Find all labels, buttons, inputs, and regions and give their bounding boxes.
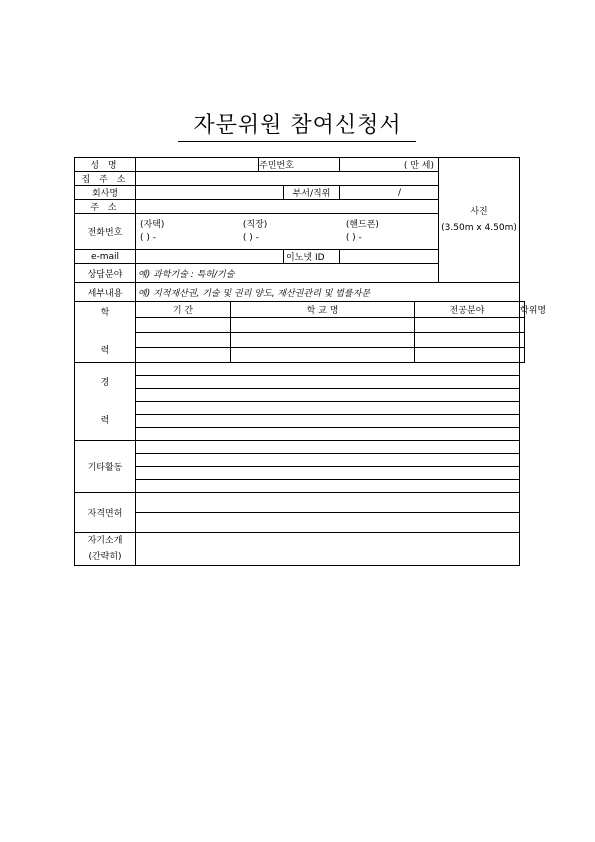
career-label	[75, 363, 136, 441]
edu-degree-cell[interactable]	[520, 318, 525, 333]
license-line[interactable]	[136, 513, 520, 533]
edu-school-cell[interactable]	[231, 333, 415, 348]
edu-school-cell[interactable]	[231, 348, 415, 363]
edu-school-cell[interactable]	[231, 318, 415, 333]
phone-mobile-label: (핸드폰)	[345, 219, 379, 230]
other-activity-line[interactable]	[136, 454, 520, 467]
edu-major-cell[interactable]	[415, 318, 520, 333]
edu-period-header: 기 간	[136, 302, 231, 318]
phone-home-blank: ( ) -	[140, 232, 156, 243]
address-field[interactable]	[136, 200, 439, 214]
consult-field-label: 상담분야	[75, 264, 136, 283]
email-field[interactable]	[136, 250, 284, 264]
phone-label: 전화번호	[75, 214, 136, 250]
detail-label: 세부내용	[75, 283, 136, 302]
edu-period-cell[interactable]	[136, 333, 231, 348]
career-label-2: 력	[100, 415, 110, 426]
edu-period-cell[interactable]	[136, 318, 231, 333]
career-line[interactable]	[136, 415, 520, 428]
title-underline	[178, 141, 416, 142]
innonet-id-field[interactable]	[340, 250, 439, 264]
innonet-id-label: 이노넷 ID	[284, 250, 340, 264]
photo-label: 사진	[470, 207, 488, 217]
email-label: e-mail	[75, 250, 136, 264]
form-title: 자문위원 참여신청서	[193, 113, 402, 138]
self-intro-label-1: 자기소개	[87, 536, 123, 546]
career-line[interactable]	[136, 376, 520, 389]
phone-work-blank: ( ) -	[242, 232, 259, 243]
company-field[interactable]	[136, 186, 284, 200]
company-label: 회사명	[75, 186, 136, 200]
application-form-table	[74, 157, 547, 566]
edu-degree-header: 학위명	[520, 302, 525, 318]
phone-home-label: (자택)	[140, 219, 165, 230]
edu-degree-cell[interactable]	[520, 348, 525, 363]
name-field[interactable]	[136, 158, 259, 172]
detail-input[interactable]: 예) 지적재산권, 기술 및 권리 양도, 재산권관리 및 법률자문	[136, 283, 520, 302]
home-address-label: 집 주 소	[75, 172, 136, 186]
slash-separator: /	[398, 187, 402, 198]
consult-field-input[interactable]: 예) 과학기술 : 특허/기술	[136, 264, 520, 283]
edu-degree-cell[interactable]	[520, 333, 525, 348]
phone-work-label: (직장)	[242, 219, 268, 230]
license-line[interactable]	[136, 493, 520, 513]
other-activity-line[interactable]	[136, 467, 520, 480]
self-intro-label-2: (간략히)	[88, 552, 122, 562]
name-label: 성 명	[75, 158, 136, 172]
address-label: 주 소	[75, 200, 136, 214]
education-label-2: 력	[100, 346, 110, 356]
career-line[interactable]	[136, 363, 520, 376]
self-intro-field[interactable]	[136, 533, 520, 566]
education-label-1: 학	[100, 308, 110, 318]
career-line[interactable]	[136, 428, 520, 441]
other-activity-line[interactable]	[136, 480, 520, 493]
home-address-field[interactable]	[136, 172, 439, 186]
self-intro-label	[75, 533, 136, 566]
photo-size-label: (3.50m x 4.50m)	[441, 223, 517, 233]
age-label: ( 만 세)	[403, 161, 435, 171]
education-label	[75, 302, 136, 363]
dept-position-field[interactable]	[340, 186, 439, 200]
other-activity-line[interactable]	[136, 441, 520, 454]
phone-fields[interactable]	[136, 214, 439, 250]
edu-major-header: 전공분야	[415, 302, 520, 318]
phone-mobile-blank: ( ) -	[345, 232, 362, 243]
dept-position-label: 부서/직위	[284, 186, 340, 200]
other-activities-label: 기타활동	[75, 441, 136, 493]
edu-major-cell[interactable]	[415, 348, 520, 363]
resident-no-label: 주민번호	[259, 158, 340, 172]
licenses-label: 자격면허	[75, 493, 136, 533]
edu-school-header: 학 교 명	[231, 302, 415, 318]
career-line[interactable]	[136, 389, 520, 402]
resident-no-field[interactable]	[340, 158, 439, 172]
career-label-1: 경	[100, 377, 110, 388]
career-line[interactable]	[136, 402, 520, 415]
edu-period-cell[interactable]	[136, 348, 231, 363]
edu-major-cell[interactable]	[415, 333, 520, 348]
